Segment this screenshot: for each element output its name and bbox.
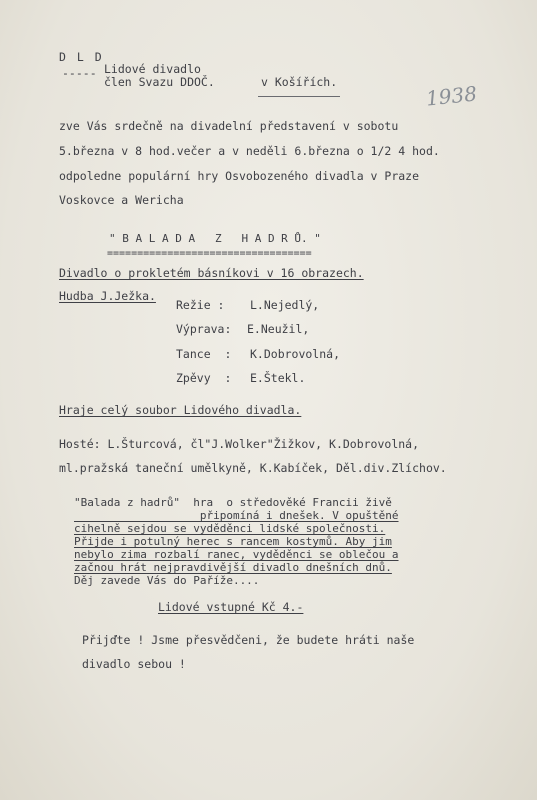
credit-role: Tance : [176, 347, 232, 361]
intro-line: 5.března v 8 hod.večer a v neděli 6.března o 1/2 4 hod. [59, 144, 440, 158]
closing-line: divadlo sebou ! [82, 657, 186, 671]
guests-line: Hosté: L.Šturcová, čl"J.Wolker"Žižkov, K.Dobrovolná, [59, 437, 420, 451]
pencil-year-note: 1938 [424, 81, 479, 111]
location-underline [258, 96, 340, 97]
credit-name: K.Dobrovolná, [250, 347, 341, 361]
credit-name: L.Nejedlý, [250, 298, 320, 312]
synopsis-line: Přijde i potulný herec s rancem kostymů. Aby jim [74, 535, 392, 548]
play-title: " B A L A D A Z H A D R Ů. " [109, 232, 321, 245]
admission-price: Lidové vstupné Kč 4.- [158, 600, 304, 614]
play-description: Divadlo o prokletém básníkovi v 16 obrazech. [59, 266, 364, 280]
title-double-rule: ================================== [107, 248, 312, 259]
closing-line: Přijďte ! Jsme přesvědčeni, že budete hráti naše [82, 633, 415, 647]
music-credit: Hudba J.Ježka. [59, 289, 156, 303]
credit-name: E.Neužil, [247, 322, 310, 336]
theatre-name: Lidové divadlo [104, 62, 201, 76]
synopsis-line: začnou hrát nejpravdivější divadlo dnešních dnů. [74, 561, 392, 574]
synopsis-line: "Balada z hadrů" hra o středověké Francii živě [74, 496, 392, 509]
credit-role: Režie : [176, 298, 225, 312]
guests-line: ml.pražská taneční umělkyně, K.Kabíček, Děl.div.Zlíchov. [59, 461, 447, 475]
synopsis-line: Děj zavede Vás do Paříže.... [74, 574, 260, 587]
ensemble-line: Hraje celý soubor Lidového divadla. [59, 403, 302, 417]
header-dashes: ----- [62, 66, 97, 80]
org-mark: D L D [59, 50, 104, 64]
union-membership: člen Svazu DDOČ. [104, 75, 215, 89]
credit-name: E.Štekl. [250, 371, 306, 385]
synopsis-line: nebylo zima rozbalí ranec, vyděděnci se oblečou a [74, 548, 399, 561]
intro-line: zve Vás srdečně na divadelní představení v sobotu [59, 119, 399, 133]
intro-line: odpoledne populární hry Osvobozeného divadla v Praze [59, 169, 420, 183]
credit-role: Výprava: [176, 322, 232, 336]
location: v Košířích. [261, 75, 338, 89]
synopsis-line: cihelně sejdou se vyděděnci lidské společnosti. [74, 522, 386, 535]
credit-role: Zpěvy : [176, 371, 232, 385]
intro-line: Voskovce a Wericha [59, 193, 184, 207]
synopsis-line: připomíná i dnešek. V opuštěné [74, 509, 399, 522]
